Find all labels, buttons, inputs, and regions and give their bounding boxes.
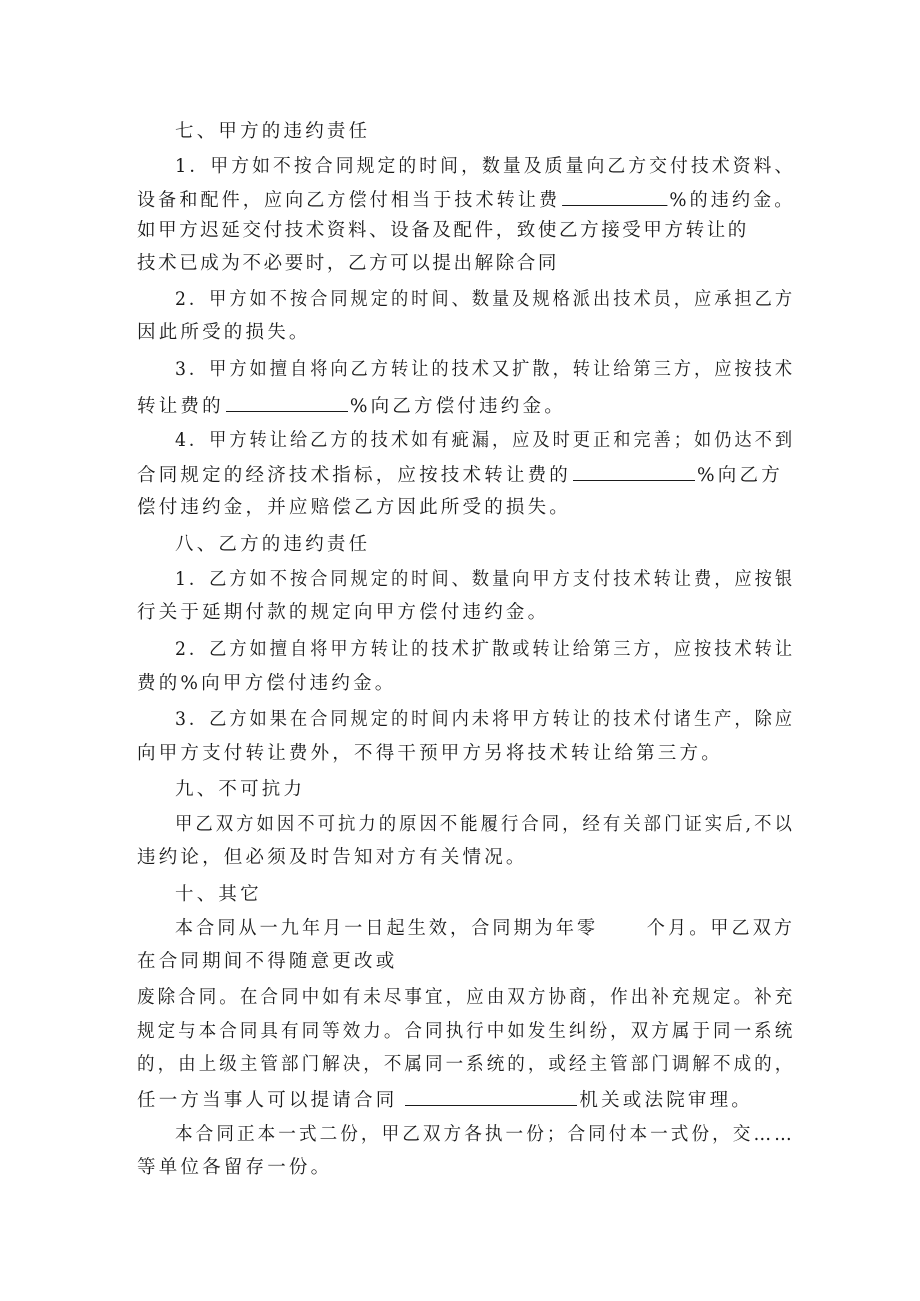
clause-text: %向乙方偿付违约金。 bbox=[349, 396, 566, 417]
section-heading: 九、不可抗力 bbox=[175, 779, 306, 800]
clause-text: 任一方当事人可以提请合同 bbox=[137, 1090, 398, 1111]
clause-text: 转让费的 bbox=[137, 396, 224, 417]
clause-line bbox=[137, 1087, 753, 1113]
clause-line: 2．甲方如不按合同规定的时间、数量及规格派出技术员，应承担乙方 bbox=[175, 289, 796, 310]
section-heading: 十、其它 bbox=[175, 884, 262, 905]
clause-line: 1．甲方如不按合同规定的时间，数量及质量向乙方交付技术资料、 bbox=[175, 156, 796, 177]
clause-line: 本合同正本一式二份，甲乙双方各执一份；合同付本一式份，交…… bbox=[175, 1124, 795, 1145]
clause-line: 规定与本合同具有同等效力。合同执行中如发生纠纷，双方属于同一系统 bbox=[137, 1021, 796, 1042]
clause-line: 违约论，但必须及时告知对方有关情况。 bbox=[137, 847, 528, 868]
clause-line: 3．甲方如擅自将向乙方转让的技术又扩散，转让给第三方，应按技术 bbox=[175, 359, 796, 380]
clause-line: 如甲方迟延交付技术资料、设备及配件，致使乙方接受甲方转让的 bbox=[137, 220, 749, 241]
clause-line: 技术已成为不必要时，乙方可以提出解除合同 bbox=[137, 253, 560, 274]
clause-line bbox=[137, 187, 795, 213]
clause-line: 在合同期间不得随意更改或 bbox=[137, 951, 398, 972]
section-heading: 八、乙方的违约责任 bbox=[175, 534, 371, 555]
clause-text: 机关或法院审理。 bbox=[579, 1090, 754, 1111]
clause-line: 2．乙方如擅自将甲方转让的技术扩散或转让给第三方，应按技术转让 bbox=[175, 639, 796, 660]
clause-line: 行关于延期付款的规定向甲方偿付违约金。 bbox=[137, 602, 550, 623]
clause-line: 甲乙双方如因不可抗力的原因不能履行合同，经有关部门证实后,不以 bbox=[175, 814, 795, 835]
clause-line: 因此所受的损失。 bbox=[137, 322, 311, 343]
clause-line: 1．乙方如不按合同规定的时间、数量向甲方支付技术转让费，应按银 bbox=[175, 569, 796, 590]
clause-text: 本合同从一九年月一日起生效，合同期为年零 bbox=[175, 918, 599, 939]
clause-text: %向乙方 bbox=[697, 465, 783, 486]
clause-text: 合同规定的经济技术指标，应按技术转让费的 bbox=[137, 465, 572, 486]
fill-in-blank[interactable] bbox=[562, 187, 667, 206]
fill-in-blank[interactable] bbox=[226, 393, 348, 412]
clause-text: %的违约金。 bbox=[669, 190, 796, 211]
clause-line: 的，由上级主管部门解决，不属同一系统的，或经主管部门调解不成的， bbox=[137, 1054, 796, 1075]
clause-line bbox=[137, 462, 783, 488]
clause-text: 个月。甲乙双方 bbox=[646, 918, 796, 939]
clause-line: 偿付违约金，并应赔偿乙方因此所受的损失。 bbox=[137, 497, 572, 518]
fill-in-blank[interactable] bbox=[405, 1087, 577, 1106]
clause-line bbox=[175, 917, 795, 941]
clause-line: 废除合同。在合同中如有未尽事宜，应由双方协商，作出补充规定。补充 bbox=[137, 987, 796, 1008]
fill-in-blank[interactable] bbox=[573, 462, 695, 481]
clause-line: 4．甲方转让给乙方的技术如有疵漏，应及时更正和完善；如仍达不到 bbox=[175, 430, 796, 451]
clause-line: 费的%向甲方偿付违约金。 bbox=[137, 673, 397, 694]
clause-line: 等单位各留存一份。 bbox=[137, 1157, 333, 1178]
clause-line: 3．乙方如果在合同规定的时间内未将甲方转让的技术付诸生产，除应 bbox=[175, 709, 796, 730]
clause-line: 向甲方支付转让费外，不得干预甲方另将技术转让给第三方。 bbox=[137, 743, 723, 764]
clause-text: 设备和配件，应向乙方偿付相当于技术转让费 bbox=[137, 190, 561, 211]
section-heading: 七、甲方的违约责任 bbox=[175, 121, 371, 142]
clause-line bbox=[137, 393, 566, 419]
